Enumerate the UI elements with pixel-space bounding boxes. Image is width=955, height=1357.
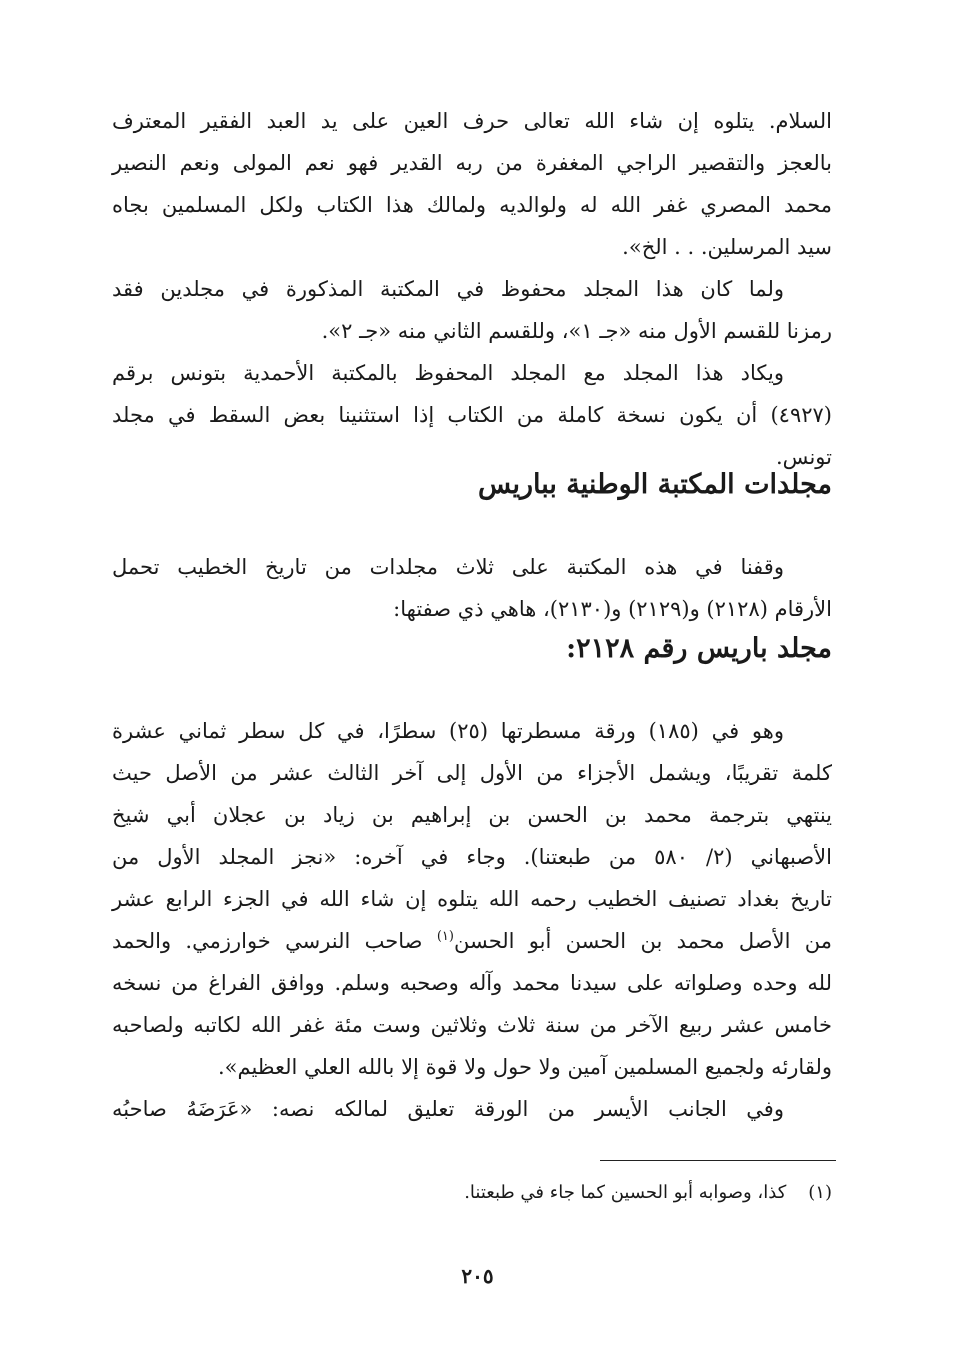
text-line: الأرقام (٢١٢٨) و(٢١٢٩) و(٢١٣٠)، هاهي ذي صفتها: — [393, 597, 832, 621]
text-line: وفي الجانب الأيسر من الورقة تعليق لمالكه نصه: «عَرَضَهُ صاحبُه — [112, 1097, 784, 1121]
text-line: ولما كان هذا المجلد محفوظ في المكتبة المذكورة في مجلدين فقد — [112, 277, 784, 301]
text-line: خامس عشر ربيع الآخر من سنة ثلاث وثلاثين وست مئة غفر الله لكاتبه ولصاحبه — [112, 1013, 832, 1037]
section-heading: مجلدات المكتبة الوطنية بباريس — [478, 469, 832, 500]
page-number: ٢٠٥ — [461, 1264, 494, 1288]
text-line — [112, 920, 832, 962]
text-line: (٤٩٢٧) أن يكون نسخة كاملة من الكتاب إذا استثنينا بعض السقط في مجلد — [112, 403, 832, 427]
text-line: بالعجز والتقصير الراجي المغفرة من ربه القدير فهو نعم المولى ونعم النصير — [112, 151, 832, 175]
footnote — [112, 1178, 832, 1208]
text-line: محمد المصري غفر الله له ولوالديه ولمالك هذا الكتاب ولكل المسلمين بجاه — [112, 193, 832, 217]
text-segment: صاحب النرسي خوارزمي. والحمد — [112, 929, 437, 953]
text-line: سيد المرسلين. . . الخ». — [622, 235, 832, 259]
text-line: الأصبهاني (٢/ ٥٨٠ من طبعتنا). وجاء في آخره: «نجز المجلد الأول من — [112, 845, 832, 869]
text-line: ولقارئه ولجميع المسلمين آمين ولا حول ولا قوة إلا بالله العلي العظيم». — [217, 1055, 832, 1079]
text-line: ويكاد هذا المجلد مع المجلد المحفوظ بالمكتبة الأحمدية بتونس برقم — [112, 361, 784, 385]
text-line: تاريخ بغداد تصنيف الخطيب رحمه الله يتلوه إن شاء الله في الجزء الرابع عشر — [112, 887, 832, 911]
footnote-divider — [600, 1160, 836, 1161]
text-line: السلام. يتلوه إن شاء الله تعالى حرف العين على يد العبد الفقير المعترف — [112, 109, 832, 133]
text-line: وهو في (١٨٥) ورقة مسطرتها (٢٥) سطرًا، في كل سطر ثماني عشرة — [112, 719, 784, 743]
footnote-reference[interactable]: (١) — [436, 929, 454, 944]
text-line: وقفنا في هذه المكتبة على ثلاث مجلدات من تاريخ الخطيب تحمل — [112, 555, 784, 579]
text-line: لله وحده وصلواته على سيدنا محمد وآله وصحبه وسلم. ووافق الفراغ من نسخه — [112, 971, 832, 995]
text-line: ينتهي بترجمة محمد بن الحسن بن إبراهيم بن زياد بن عجلان أبي شيخ — [112, 803, 832, 827]
text-line: كلمة تقريبًا، ويشمل الأجزاء من الأول إلى آخر الثالث عشر من الأصل حيث — [112, 761, 832, 785]
main-text — [112, 100, 832, 1130]
text-line: تونس. — [776, 445, 832, 469]
text-segment: من الأصل محمد بن الحسن أبو الحسن — [453, 929, 832, 953]
subsection-heading: مجلد باريس رقم ٢١٢٨: — [566, 633, 832, 664]
footnote-number: (١) — [808, 1182, 832, 1203]
footnote-text: كذا، وصوابه أبو الحسين كما جاء في طبعتنا. — [464, 1182, 787, 1203]
text-line: رمزنا للقسم الأول منه «جـ ١»، وللقسم الثاني منه «جـ ٢». — [321, 319, 832, 343]
